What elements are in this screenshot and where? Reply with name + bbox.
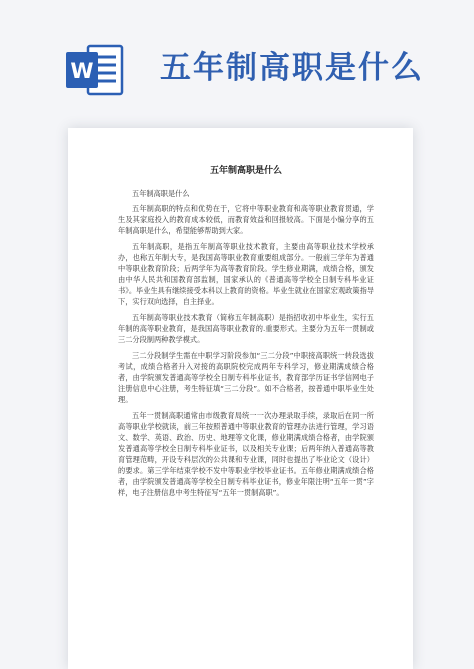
paragraph-1: 五年制高职的特点和优势在于，它将中等职业教育和高等职业教育贯通，学生及其家庭投入的教育成本较低，而教育效益和回报较高。下面是小编分享的五年制高职是什么，希望能够帮助到大家。 bbox=[118, 204, 374, 235]
paragraph-5: 五年一贯制高职通常由市级教育局统一一次办理录取手续，录取后在同一所高等职业学校就读，前三年按照普通中等职业教育的管理办法进行管理，学习语文、数学、英语、政治、历史、地理等文化课，修业期满成绩合格者，由学院颁发普通高等学校全日制专科毕业证书，以及相关专业课；后两年纳入普通高等教育管理范畴，开设专科层次的公共课和专业课，同时也提出了毕业论文（设计）的要求。第三学年结束学校不发中等职业学校毕业证书。五年修业期满成绩合格者，由学院颁发普通高等学校全日制专科毕业证书，修业年限注明“五年一贯”字样，电子注册信息中考生特征写“五年一贯制高职”。 bbox=[118, 411, 374, 497]
document-body bbox=[118, 164, 374, 503]
paragraph-2: 五年制高职，是指五年制高等职业技术教育，主要由高等职业技术学校承办，也称五年制大专，是我国高等职业教育重要组成部分。一般前三学年为普通中等职业教育阶段；后两学年为高等教育阶段。学生修业期满，成绩合格，颁发由中华人民共和国教育部监制，国家承认的《普通高等学校全日制专科毕业证书》。毕业生具有继续接受本科以上教育的资格。毕业生就业在国家宏观政策指导下，实行双向选择，自主择业。 bbox=[118, 242, 374, 306]
document-title: 五年制高职是什么 bbox=[209, 166, 282, 176]
word-icon-letter: W bbox=[70, 59, 94, 83]
header-title: 五年制高职是什么 bbox=[160, 50, 424, 86]
document-page bbox=[68, 128, 413, 669]
header-banner bbox=[0, 0, 474, 118]
paragraph-4: 三二分段制学生需在中职学习阶段参加“三二分段”中职接高职统一转段选拔考试，成绩合格者升入对接的高职院校完成两年专科学习，修业期满成绩合格者，由学院颁发普通高等学校全日制专科毕业证书，教育部学历证书学信网电子注册信息中心注册，考生特征填“三二分段”。如不合格者，按普通中职毕业生处理。 bbox=[118, 351, 374, 404]
paragraph-3: 五年制高等职业技术教育（简称五年制高职）是指招收初中毕业生，实行五年制的高等职业教育，是我国高等职业教育的.重要形式。主要分为五年一贯制或三二分段制两种教学模式。 bbox=[118, 313, 374, 344]
document-subtitle: 五年制高职是什么 bbox=[132, 189, 190, 198]
word-document-icon bbox=[66, 44, 126, 96]
